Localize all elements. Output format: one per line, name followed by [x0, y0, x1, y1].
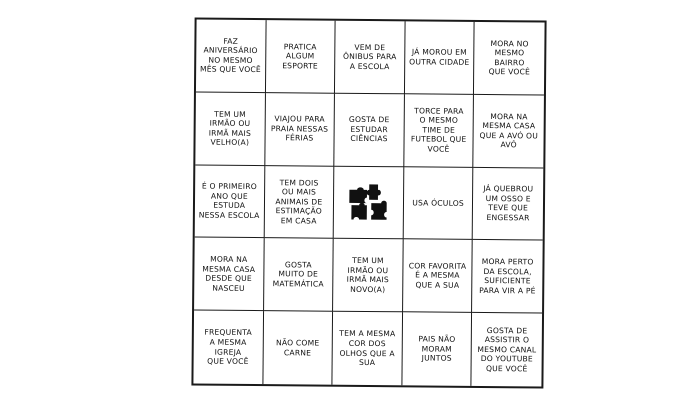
bingo-cell[interactable]: [404, 94, 474, 167]
bingo-cell-text: MORA NA MESMA CASA QUE A AVÓ OU AVÔ: [479, 111, 539, 150]
bingo-cell[interactable]: [263, 311, 333, 384]
bingo-cell[interactable]: [472, 313, 542, 386]
bingo-card: [191, 17, 546, 388]
bingo-cell-text: VEM DE ÔNIBUS PARA A ESCOLA: [342, 42, 397, 71]
bingo-cell-text: PRATICA ALGUM ESPORTE: [282, 41, 319, 71]
bingo-cell[interactable]: [195, 92, 265, 165]
bingo-cell[interactable]: [266, 20, 336, 93]
bingo-cell[interactable]: [403, 240, 473, 313]
bingo-cell-text: JÁ MOROU EM OUTRA CIDADE: [409, 47, 470, 67]
bingo-cell[interactable]: [333, 312, 403, 385]
bingo-cell-text: GOSTA MUITO DE MATEMÁTICA: [272, 260, 324, 289]
bingo-cell-text: TEM UM IRMÃO OU IRMÃ MAIS NOVO(A): [346, 255, 390, 295]
bingo-cell-text: É O PRIMEIRO ANO QUE ESTUDA NESSA ESCOLA: [198, 181, 260, 221]
bingo-cell[interactable]: [403, 167, 473, 240]
bingo-cell[interactable]: [474, 95, 544, 168]
puzzle-pieces-icon: [346, 180, 390, 224]
bingo-cell[interactable]: [474, 22, 544, 95]
bingo-cell-text: MORA NA MESMA CASA DESDE QUE NASCEU: [202, 254, 256, 293]
bingo-cell-text: TEM A MESMA COR DOS OLHOS QUE A SUA: [339, 329, 396, 368]
bingo-cell-text: TEM DOIS OU MAIS ANIMAIS DE ESTIMAÇÃO EM CASA: [275, 177, 323, 226]
bingo-cell-text: TORCE PARA O MESMO TIME DE FUTEBOL QUE VOCÊ: [410, 106, 467, 154]
bingo-cell-text: FAZ ANIVERSÁRIO NO MESMO MÊS QUE VOCÊ: [199, 36, 261, 75]
bingo-cell[interactable]: [405, 21, 475, 94]
bingo-cell-text: GOSTA DE ASSISTIR O MESMO CANAL DO YOUTUBE QUE VOCÊ: [477, 325, 537, 374]
bingo-cell[interactable]: [195, 165, 265, 238]
bingo-cell[interactable]: [402, 312, 472, 385]
bingo-cell[interactable]: [335, 93, 405, 166]
bingo-cell[interactable]: [193, 311, 263, 384]
bingo-cell-text: MORA NO MESMO BAIRRO QUE VOCÊ: [488, 38, 531, 77]
bingo-cell[interactable]: [335, 21, 405, 94]
bingo-cell-text: TEM UM IRMÃO OU IRMÃ MAIS VELHO(A): [208, 109, 252, 148]
bingo-cell[interactable]: [194, 238, 264, 311]
bingo-cell[interactable]: [264, 238, 334, 311]
bingo-cell-text: PAIS NÃO MORAM JUNTOS: [418, 334, 456, 364]
bingo-cell-text: GOSTA DE ESTUDAR CIÊNCIAS: [348, 115, 390, 144]
bingo-cell-text: MORA PERTO DA ESCOLA, SUFICIENTE PARA VIR A PÉ: [479, 257, 536, 296]
free-space-cell[interactable]: [334, 166, 404, 239]
bingo-cell-text: VIAJOU PARA PRAIA NESSAS FÉRIAS: [270, 114, 329, 143]
bingo-cell-text: NÃO COME CARNE: [275, 338, 320, 358]
bingo-cell[interactable]: [333, 239, 403, 312]
bingo-cell-text: FREQUENTA A MESMA IGREJA QUE VOCÊ: [204, 327, 252, 367]
bingo-cell[interactable]: [196, 19, 266, 92]
bingo-cell-text: JÁ QUEBROU UM OSSO E TEVE QUE ENGESSAR: [483, 184, 534, 223]
bingo-cell-text: USA ÓCULOS: [412, 198, 464, 208]
bingo-cell[interactable]: [473, 168, 543, 241]
bingo-cell[interactable]: [264, 166, 334, 239]
bingo-cell[interactable]: [472, 240, 542, 313]
bingo-cell[interactable]: [265, 93, 335, 166]
bingo-cell-text: COR FAVORITA É A MESMA QUE A SUA: [408, 261, 467, 290]
